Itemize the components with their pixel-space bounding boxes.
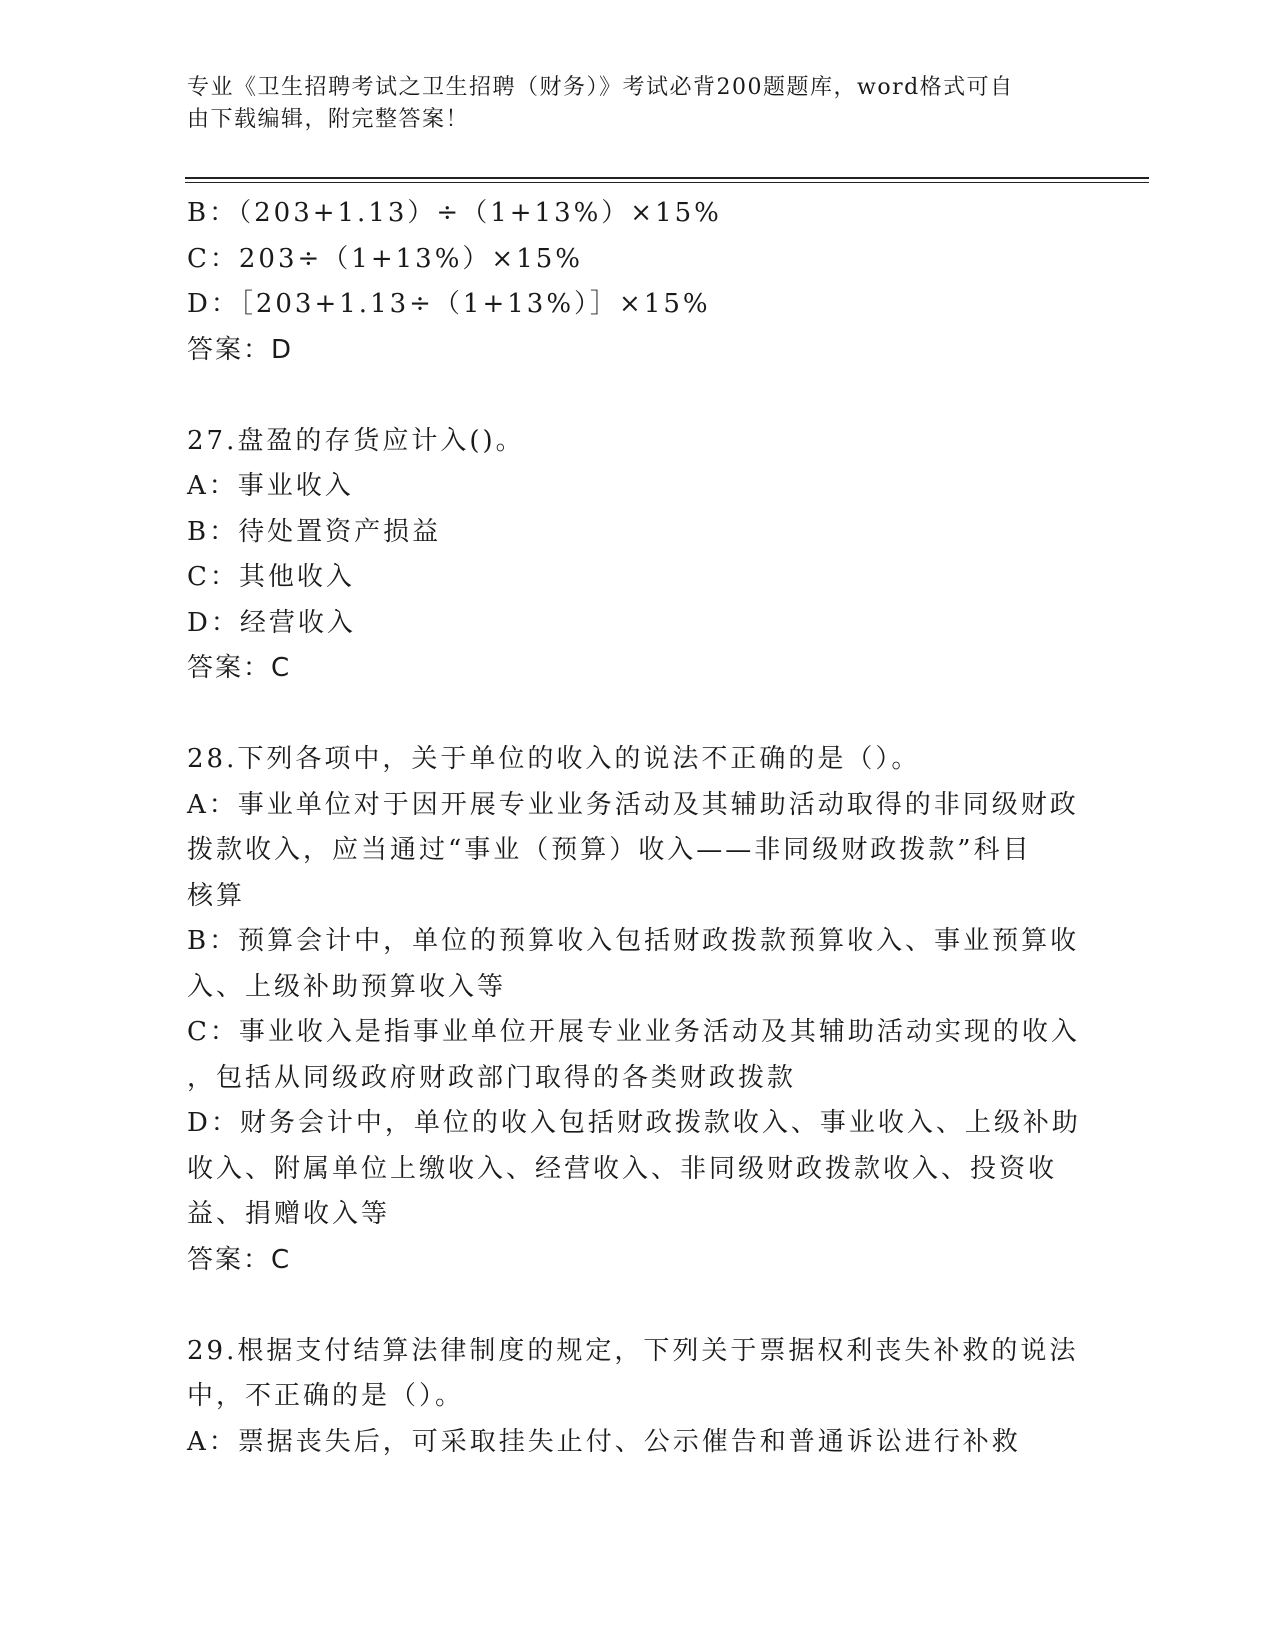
q28-answer: 答案：C <box>187 1244 292 1275</box>
spacer <box>187 373 1067 419</box>
q27-option-b: B：待处置资产损益 <box>187 516 442 547</box>
q26-option-b: B：（203+1.13）÷（1+13%）×15% <box>187 198 722 228</box>
q27-option-d: D：经营收入 <box>187 607 356 638</box>
q28-stem: 28.下列各项中，关于单位的收入的说法不正确的是（）。 <box>187 744 921 774</box>
question-26 <box>187 191 1067 373</box>
q29-stem-line-2: 中，不正确的是（）。 <box>187 1381 465 1411</box>
document-header <box>187 72 1067 136</box>
q28-option-b-line-1: B：预算会计中，单位的预算收入包括财政拨款预算收入、事业预算收 <box>187 926 1080 956</box>
q29-stem-line-1: 29.根据支付结算法律制度的规定，下列关于票据权利丧失补救的说法 <box>187 1335 1079 1366</box>
q27-answer: 答案：C <box>187 653 292 683</box>
q28-option-d-line-3: 益、捐赠收入等 <box>187 1199 391 1229</box>
q26-answer: 答案：D <box>187 334 294 365</box>
q28-option-a-line-2: 拨款收入，应当通过“事业（预算）收入——非同级财政拨款”科目 <box>187 835 1032 865</box>
question-27 <box>187 419 1067 692</box>
spacer <box>187 692 1067 738</box>
q28-option-a-line-3: 核算 <box>187 880 246 911</box>
q28-option-a-line-1: A：事业单位对于因开展专业业务活动及其辅助活动取得的非同级财政 <box>187 789 1079 820</box>
question-28 <box>187 737 1081 1283</box>
header-divider-thin <box>185 182 1149 183</box>
q28-option-c-line-2: ，包括从同级政府财政部门取得的各类财政拨款 <box>187 1062 797 1093</box>
q28-option-d-line-1: D：财务会计中，单位的收入包括财政拨款收入、事业收入、上级补助 <box>187 1108 1081 1138</box>
q28-option-b-line-2: 入、上级补助预算收入等 <box>187 971 507 1002</box>
q27-stem: 27.盘盈的存货应计入()。 <box>187 425 525 456</box>
q26-option-c: C：203÷（1+13%）×15% <box>187 243 583 274</box>
header-line-1: 专业《卫生招聘考试之卫生招聘（财务）》考试必背200题题库，word格式可自 <box>187 75 1014 100</box>
question-29 <box>187 1329 1079 1466</box>
q27-option-a: A：事业收入 <box>187 471 354 501</box>
q29-option-a: A：票据丧失后，可采取挂失止付、公示催告和普通诉讼进行补救 <box>187 1426 1021 1457</box>
q26-option-d: D：［203+1.13÷（1+13%）］×15% <box>187 289 711 319</box>
q28-option-c-line-1: C：事业收入是指事业单位开展专业业务活动及其辅助活动实现的收入 <box>187 1017 1080 1047</box>
header-line-2: 由下载编辑，附完整答案！ <box>187 107 470 132</box>
q27-option-c: C：其他收入 <box>187 562 355 592</box>
spacer <box>187 1283 1067 1329</box>
question-list <box>187 191 1081 1465</box>
q28-option-d-line-2: 收入、附属单位上缴收入、经营收入、非同级财政拨款收入、投资收 <box>187 1153 1058 1184</box>
header-divider-thick <box>185 177 1149 179</box>
